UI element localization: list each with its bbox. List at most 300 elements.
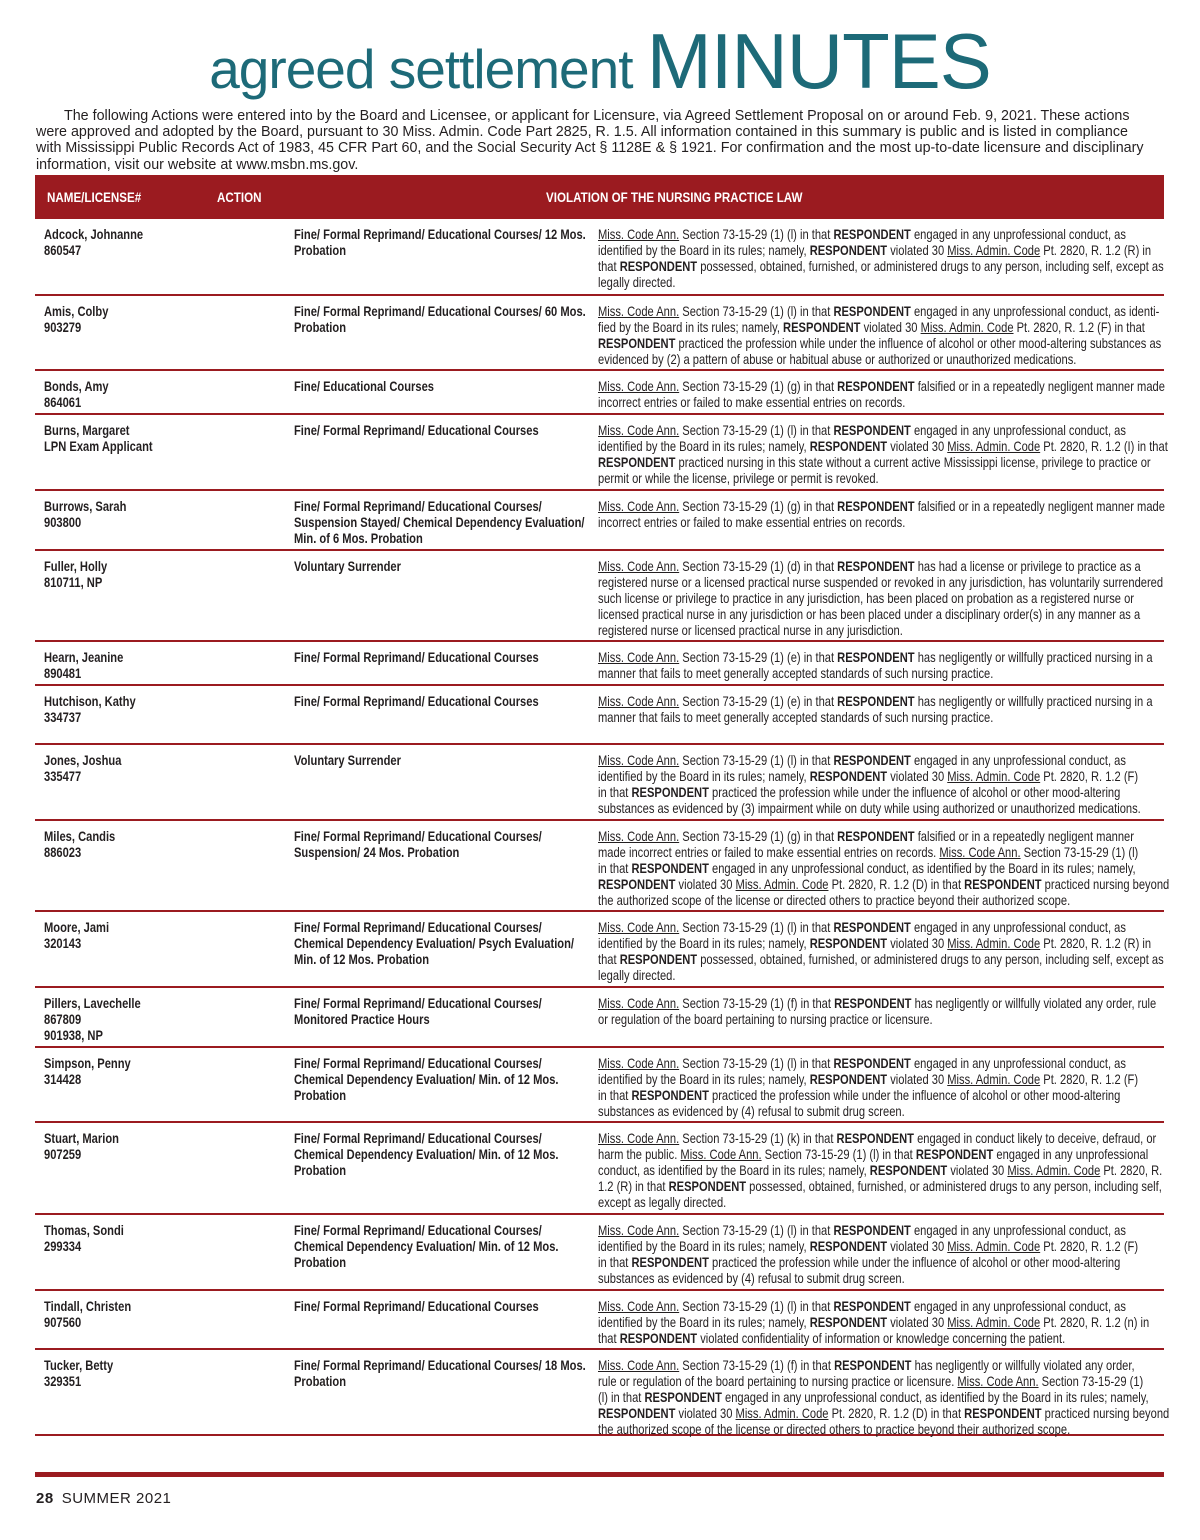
statute-reference: Miss. Code Ann. bbox=[598, 650, 680, 665]
violation-text: violated 30 bbox=[860, 320, 921, 335]
name-line: 334737 bbox=[44, 710, 82, 725]
violation-text: practiced nursing beyond bbox=[1041, 877, 1170, 892]
respondent-label: RESPONDENT bbox=[834, 1358, 912, 1373]
statute-reference: Miss. Admin. Code bbox=[947, 1315, 1041, 1330]
action-cell bbox=[294, 829, 585, 861]
action-line: Monitored Practice Hours bbox=[294, 1012, 430, 1027]
action-cell bbox=[294, 753, 585, 769]
violation-text: Section 73-15-29 (1) (e) in that bbox=[679, 650, 838, 665]
respondent-label: RESPONDENT bbox=[837, 650, 915, 665]
violation-line bbox=[598, 515, 1156, 531]
respondent-label: RESPONDENT bbox=[631, 1088, 709, 1103]
respondent-label: RESPONDENT bbox=[809, 769, 888, 784]
violation-text: practiced the profession while under the influence of alcohol or other mood-altering bbox=[708, 785, 1121, 800]
violation-text: Pt. 2820, R. 1.2 (F) in that bbox=[1013, 320, 1145, 335]
violation-text: Section 73-15-29 (1) (l) in that bbox=[679, 1223, 834, 1238]
violation-text: identified by the Board in its rules; namely, bbox=[598, 1315, 810, 1330]
title-light: agreed settlement bbox=[209, 38, 647, 100]
action-cell bbox=[294, 1299, 585, 1315]
violation-text: Pt. 2820, R. 1.2 (I) in that bbox=[1040, 439, 1168, 454]
violation-text: conduct, as identified by the Board in its rules; namely, bbox=[598, 1163, 870, 1178]
violation-text: substances as evidenced by (4) refusal to submit drug screen. bbox=[598, 1271, 905, 1286]
violation-text: engaged in any unprofessional bbox=[993, 1147, 1149, 1162]
respondent-label: RESPONDENT bbox=[809, 1315, 888, 1330]
violation-line bbox=[598, 623, 1156, 639]
violation-text: substances as evidenced by (4) refusal to submit drug screen. bbox=[598, 1104, 905, 1119]
violation-text: practiced nursing beyond bbox=[1041, 1406, 1170, 1421]
statute-reference: Miss. Admin. Code bbox=[947, 936, 1041, 951]
violation-text: identified by the Board in its rules; namely, bbox=[598, 1239, 810, 1254]
intro-line: were approved and adopted by the Board, pursuant to 30 Miss. Admin. Code Part 2825, R. 1.5. All information contained in this summary is public and is listed in compliance bbox=[36, 124, 1128, 141]
statute-reference: Miss. Code Ann. bbox=[598, 379, 680, 394]
violation-text: in that bbox=[598, 1255, 632, 1270]
action-line: Probation bbox=[294, 243, 347, 258]
statute-reference: Miss. Code Ann. bbox=[939, 845, 1021, 860]
violation-line bbox=[598, 1072, 1156, 1088]
name-line: 907259 bbox=[44, 1147, 82, 1162]
violation-text: in that bbox=[598, 1088, 632, 1103]
violation-cell bbox=[598, 1131, 1163, 1211]
violation-line bbox=[598, 243, 1156, 259]
name-line: Tucker, Betty bbox=[44, 1358, 114, 1373]
violation-line bbox=[598, 439, 1168, 455]
violation-text: Section 73-15-29 (1) (f) in that bbox=[679, 996, 835, 1011]
respondent-label: RESPONDENT bbox=[837, 559, 915, 574]
violation-line bbox=[598, 591, 1156, 607]
table-row bbox=[35, 1123, 1164, 1215]
violation-text: has had a license or privilege to practice as a bbox=[914, 559, 1141, 574]
violation-text: licensed practical nurse in any jurisdiction or has been placed under a disciplinary order(s) in any manner as a bbox=[598, 607, 1141, 622]
violation-line bbox=[598, 968, 1156, 984]
action-cell bbox=[294, 1131, 585, 1179]
violation-text: possessed, obtained, furnished, or administered drugs to any person, including self, bbox=[746, 1179, 1162, 1194]
violation-line bbox=[598, 1147, 1156, 1163]
violation-line bbox=[598, 575, 1164, 591]
action-cell bbox=[294, 423, 585, 439]
violation-text: legally directed. bbox=[598, 968, 676, 983]
action-line: Fine/ Formal Reprimand/ Educational Courses/ 18 Mos. bbox=[294, 1358, 586, 1373]
statute-reference: Miss. Admin. Code bbox=[920, 320, 1014, 335]
respondent-label: RESPONDENT bbox=[837, 499, 915, 514]
table-row bbox=[35, 642, 1164, 686]
violation-line bbox=[598, 710, 1156, 726]
violation-line bbox=[598, 1315, 1156, 1331]
violation-line bbox=[598, 1255, 1156, 1271]
action-cell bbox=[294, 694, 585, 710]
violation-text: engaged in conduct likely to deceive, defraud, or bbox=[913, 1131, 1157, 1146]
violation-cell bbox=[598, 753, 1156, 817]
violation-text: has negligently or willfully violated any order, rule bbox=[911, 996, 1157, 1011]
statute-reference: Miss. Admin. Code bbox=[735, 1406, 829, 1421]
respondent-label: RESPONDENT bbox=[598, 336, 676, 351]
violation-text: harm the public. bbox=[598, 1147, 681, 1162]
action-line: Probation bbox=[294, 320, 347, 335]
violation-line bbox=[598, 753, 1156, 769]
name-line: Hutchison, Kathy bbox=[44, 694, 136, 709]
violation-text: Section 73-15-29 (1) (l) in that bbox=[679, 920, 834, 935]
violation-cell bbox=[598, 1358, 1170, 1438]
table-row bbox=[35, 1215, 1164, 1291]
violation-line bbox=[598, 1012, 1156, 1028]
action-line: Chemical Dependency Evaluation/ Min. of 12 Mos. bbox=[294, 1147, 559, 1162]
violation-line bbox=[598, 1088, 1156, 1104]
violation-text: Section 73-15-29 (1) (l) in that bbox=[679, 227, 834, 242]
table-row bbox=[35, 1291, 1164, 1350]
violation-text: Section 73-15-29 (1) (k) in that bbox=[679, 1131, 837, 1146]
action-cell bbox=[294, 379, 585, 395]
violation-line bbox=[598, 1271, 1156, 1287]
statute-reference: Miss. Code Ann. bbox=[598, 559, 680, 574]
violation-text: engaged in any unprofessional conduct, as identified by the Board in its rules; namely, bbox=[708, 861, 1136, 876]
violation-text: violated 30 bbox=[675, 1406, 736, 1421]
name-license-cell bbox=[44, 304, 233, 336]
violation-text: that bbox=[598, 259, 620, 274]
violation-text: engaged in any unprofessional conduct, as identi- bbox=[910, 304, 1160, 319]
violation-cell bbox=[598, 996, 1156, 1028]
violation-line bbox=[598, 952, 1164, 968]
violation-text: Pt. 2820, R. 1.2 (D) in that bbox=[828, 1406, 965, 1421]
name-license-cell bbox=[44, 379, 233, 411]
violation-line bbox=[598, 1104, 1156, 1120]
name-line: 864061 bbox=[44, 395, 82, 410]
action-cell bbox=[294, 920, 585, 968]
action-cell bbox=[294, 1223, 585, 1271]
page-number: 28 bbox=[36, 1490, 54, 1507]
violation-line bbox=[598, 336, 1162, 352]
action-line: Fine/ Formal Reprimand/ Educational Courses bbox=[294, 423, 539, 438]
respondent-label: RESPONDENT bbox=[809, 243, 888, 258]
respondent-label: RESPONDENT bbox=[915, 1147, 994, 1162]
violation-text: engaged in any unprofessional conduct, as bbox=[910, 920, 1126, 935]
action-line: Suspension Stayed/ Chemical Dependency Evaluation/ bbox=[294, 515, 585, 530]
violation-line bbox=[598, 877, 1170, 893]
violation-text: that bbox=[598, 952, 620, 967]
name-line: Miles, Candis bbox=[44, 829, 116, 844]
violation-text: engaged in any unprofessional conduct, as bbox=[910, 1223, 1126, 1238]
violation-line bbox=[598, 379, 1165, 395]
table-row bbox=[35, 219, 1164, 296]
name-license-cell bbox=[44, 423, 233, 455]
violation-text: that bbox=[598, 1331, 620, 1346]
name-line: 335477 bbox=[44, 769, 82, 784]
table-row bbox=[35, 415, 1168, 491]
name-license-cell bbox=[44, 559, 233, 591]
violation-line bbox=[598, 320, 1156, 336]
violation-text: made incorrect entries or failed to make essential entries on records. bbox=[598, 845, 940, 860]
intro-paragraph bbox=[36, 108, 1164, 173]
respondent-label: RESPONDENT bbox=[668, 1179, 747, 1194]
violation-text: Section 73-15-29 (1) (l) in that bbox=[679, 753, 834, 768]
violation-text: fied by the Board in its rules; namely, bbox=[598, 320, 784, 335]
respondent-label: RESPONDENT bbox=[631, 1255, 709, 1270]
violation-cell bbox=[598, 1299, 1156, 1347]
violation-line bbox=[598, 423, 1156, 439]
violation-text: registered nurse or a licensed practical nurse suspended or revoked in any jurisdiction, has voluntarily surrendered bbox=[598, 575, 1164, 590]
statute-reference: Miss. Admin. Code bbox=[947, 769, 1041, 784]
violation-text: the authorized scope of the license or directed others to practice beyond their authorized scope. bbox=[598, 1422, 1071, 1437]
name-line: Burns, Margaret bbox=[44, 423, 130, 438]
action-cell bbox=[294, 499, 585, 547]
respondent-label: RESPONDENT bbox=[964, 1406, 1042, 1421]
violation-line bbox=[598, 920, 1156, 936]
violation-cell bbox=[598, 829, 1170, 909]
respondent-label: RESPONDENT bbox=[619, 952, 698, 967]
statute-reference: Miss. Code Ann. bbox=[598, 423, 680, 438]
table-row bbox=[35, 912, 1164, 988]
statute-reference: Miss. Code Ann. bbox=[598, 1299, 680, 1314]
violation-line bbox=[598, 1331, 1156, 1347]
respondent-label: RESPONDENT bbox=[837, 829, 915, 844]
violation-cell bbox=[598, 559, 1164, 639]
issue-label: SUMMER 2021 bbox=[61, 1490, 172, 1507]
respondent-label: RESPONDENT bbox=[833, 227, 911, 242]
violation-text: or regulation of the board pertaining to nursing practice or licensure. bbox=[598, 1012, 933, 1027]
violation-text: 1.2 (R) in that bbox=[598, 1179, 669, 1194]
respondent-label: RESPONDENT bbox=[809, 439, 888, 454]
respondent-label: RESPONDENT bbox=[619, 1331, 698, 1346]
violation-text: falsified or in a repeatedly negligent manner made bbox=[914, 379, 1165, 394]
action-line: Fine/ Formal Reprimand/ Educational Courses bbox=[294, 650, 539, 665]
violation-line bbox=[598, 1223, 1156, 1239]
page-footer bbox=[36, 1490, 171, 1507]
table-row bbox=[35, 296, 1164, 371]
statute-reference: Miss. Code Ann. bbox=[680, 1147, 762, 1162]
statute-reference: Miss. Code Ann. bbox=[598, 499, 680, 514]
violation-text: incorrect entries or failed to make essential entries on records. bbox=[598, 395, 906, 410]
action-line: Fine/ Formal Reprimand/ Educational Courses/ bbox=[294, 1223, 542, 1238]
action-line: Voluntary Surrender bbox=[294, 753, 401, 768]
violation-text: has negligently or willfully practiced nursing in a bbox=[914, 694, 1153, 709]
name-line: Adcock, Johnanne bbox=[44, 227, 144, 242]
respondent-label: RESPONDENT bbox=[833, 920, 911, 935]
violation-text: Section 73-15-29 (1) (l) in that bbox=[679, 423, 834, 438]
violation-text: except as legally directed. bbox=[598, 1195, 727, 1210]
violation-line bbox=[598, 1299, 1156, 1315]
statute-reference: Miss. Admin. Code bbox=[1007, 1163, 1101, 1178]
violation-line bbox=[598, 936, 1156, 952]
violation-text: evidenced by (2) a pattern of abuse or habitual abuse or authorized or unauthorized medications. bbox=[598, 352, 1077, 367]
respondent-label: RESPONDENT bbox=[964, 877, 1042, 892]
action-line: Voluntary Surrender bbox=[294, 559, 401, 574]
name-license-cell bbox=[44, 227, 233, 259]
violation-text: (l) in that bbox=[598, 1390, 645, 1405]
name-license-cell bbox=[44, 1056, 233, 1088]
action-line: Probation bbox=[294, 1088, 347, 1103]
violation-text: engaged in any unprofessional conduct, as bbox=[910, 753, 1126, 768]
table-row bbox=[35, 745, 1164, 821]
violation-line bbox=[598, 1374, 1156, 1390]
violation-cell bbox=[598, 1056, 1156, 1120]
table-row bbox=[35, 551, 1164, 642]
action-line: Min. of 6 Mos. Probation bbox=[294, 531, 423, 546]
action-cell bbox=[294, 559, 585, 575]
violation-line bbox=[598, 801, 1156, 817]
name-license-cell bbox=[44, 1358, 233, 1390]
name-line: Pillers, Lavechelle bbox=[44, 996, 141, 1011]
name-line: Burrows, Sarah bbox=[44, 499, 127, 514]
violation-text: practiced nursing in this state without a current active Mississippi license, privilege to practice or bbox=[675, 455, 1151, 470]
violation-text: violated 30 bbox=[887, 1239, 948, 1254]
statute-reference: Miss. Admin. Code bbox=[735, 877, 829, 892]
violation-cell bbox=[598, 694, 1156, 726]
violation-cell bbox=[598, 423, 1168, 487]
action-line: Fine/ Formal Reprimand/ Educational Courses/ bbox=[294, 499, 542, 514]
action-cell bbox=[294, 227, 585, 259]
name-license-cell bbox=[44, 694, 233, 726]
violation-text: registered nurse or licensed practical nurse in any jurisdiction. bbox=[598, 623, 903, 638]
violation-line bbox=[598, 1056, 1156, 1072]
violation-cell bbox=[598, 499, 1165, 531]
violation-line bbox=[598, 607, 1156, 623]
violation-text: Section 73-15-29 (1) (l) in that bbox=[679, 1299, 834, 1314]
violation-text: Pt. 2820, R. 1.2 (F) bbox=[1040, 769, 1139, 784]
violation-text: engaged in any unprofessional conduct, as bbox=[910, 227, 1126, 242]
violation-text: Pt. 2820, R. 1.2 (D) in that bbox=[828, 877, 965, 892]
violation-text: violated 30 bbox=[675, 877, 736, 892]
table-row bbox=[35, 686, 1164, 745]
statute-reference: Miss. Code Ann. bbox=[598, 1056, 680, 1071]
action-line: Chemical Dependency Evaluation/ Psych Evaluation/ bbox=[294, 936, 575, 951]
name-line: Thomas, Sondi bbox=[44, 1223, 124, 1238]
action-cell bbox=[294, 650, 585, 666]
statute-reference: Miss. Admin. Code bbox=[947, 1072, 1041, 1087]
violation-line bbox=[598, 1179, 1162, 1195]
action-line: Fine/ Formal Reprimand/ Educational Courses/ bbox=[294, 996, 542, 1011]
name-line: Moore, Jami bbox=[44, 920, 110, 935]
violation-text: Section 73-15-29 (1) (l) in that bbox=[761, 1147, 916, 1162]
violation-text: Pt. 2820, R. 1.2 (R) in bbox=[1040, 243, 1152, 258]
respondent-label: RESPONDENT bbox=[809, 1072, 888, 1087]
name-line: Fuller, Holly bbox=[44, 559, 108, 574]
violation-text: Section 73-15-29 (1) (g) in that bbox=[679, 379, 838, 394]
violation-text: falsified or in a repeatedly negligent manner bbox=[914, 829, 1134, 844]
violation-text: violated 30 bbox=[947, 1163, 1008, 1178]
name-license-cell bbox=[44, 920, 233, 952]
violation-text: substances as evidenced by (3) impairment while on duty while using authorized or unauthorized medications. bbox=[598, 801, 1141, 816]
respondent-label: RESPONDENT bbox=[619, 259, 698, 274]
statute-reference: Miss. Code Ann. bbox=[598, 829, 680, 844]
violation-text: falsified or in a repeatedly negligent manner made bbox=[914, 499, 1165, 514]
respondent-label: RESPONDENT bbox=[631, 861, 709, 876]
name-line: 907560 bbox=[44, 1315, 82, 1330]
statute-reference: Miss. Code Ann. bbox=[598, 694, 680, 709]
name-line: LPN Exam Applicant bbox=[44, 439, 153, 454]
name-line: 314428 bbox=[44, 1072, 82, 1087]
violation-line bbox=[598, 352, 1156, 368]
header-name: NAME/LICENSE# bbox=[47, 190, 142, 205]
violation-text: engaged in any unprofessional conduct, as bbox=[910, 1056, 1126, 1071]
violation-text: Section 73-15-29 (1) (d) in that bbox=[679, 559, 838, 574]
violation-text: Section 73-15-29 (1) (l) in that bbox=[679, 1056, 834, 1071]
respondent-label: RESPONDENT bbox=[869, 1163, 948, 1178]
violation-line bbox=[598, 395, 1156, 411]
violation-text: Pt. 2820, R. 1.2 (F) bbox=[1040, 1072, 1139, 1087]
name-line: Hearn, Jeanine bbox=[44, 650, 124, 665]
violation-line bbox=[598, 861, 1156, 877]
violation-line bbox=[598, 785, 1156, 801]
action-line: Fine/ Formal Reprimand/ Educational Courses bbox=[294, 1299, 539, 1314]
action-cell bbox=[294, 996, 585, 1028]
name-line: 299334 bbox=[44, 1239, 82, 1254]
statute-reference: Miss. Code Ann. bbox=[957, 1374, 1039, 1389]
respondent-label: RESPONDENT bbox=[837, 379, 915, 394]
respondent-label: RESPONDENT bbox=[598, 1406, 676, 1421]
violation-text: violated 30 bbox=[887, 439, 948, 454]
violation-text: has negligently or willfully violated any order, bbox=[911, 1358, 1135, 1373]
violation-text: engaged in any unprofessional conduct, as identified by the Board in its rules; namely, bbox=[721, 1390, 1149, 1405]
name-license-cell bbox=[44, 829, 233, 861]
name-line: Tindall, Christen bbox=[44, 1299, 132, 1314]
violation-line bbox=[598, 1390, 1156, 1406]
violation-text: identified by the Board in its rules; namely, bbox=[598, 243, 810, 258]
name-license-cell bbox=[44, 499, 233, 531]
violation-text: Section 73-15-29 (1) (g) in that bbox=[679, 829, 838, 844]
name-line: 810711, NP bbox=[44, 575, 103, 590]
statute-reference: Miss. Code Ann. bbox=[598, 1131, 680, 1146]
statute-reference: Miss. Admin. Code bbox=[947, 243, 1041, 258]
violation-line bbox=[598, 559, 1156, 575]
violation-text: incorrect entries or failed to make essential entries on records. bbox=[598, 515, 906, 530]
name-line: 860547 bbox=[44, 243, 82, 258]
name-license-cell bbox=[44, 996, 233, 1044]
statute-reference: Miss. Code Ann. bbox=[598, 1358, 680, 1373]
respondent-label: RESPONDENT bbox=[837, 694, 915, 709]
violation-text: violated confidentiality of information or knowledge concerning the patient. bbox=[697, 1331, 1066, 1346]
name-line: 903279 bbox=[44, 320, 82, 335]
respondent-label: RESPONDENT bbox=[809, 936, 888, 951]
violation-text: Section 73-15-29 (1) (l) in that bbox=[679, 304, 834, 319]
action-line: Probation bbox=[294, 1163, 347, 1178]
name-line: 329351 bbox=[44, 1374, 82, 1389]
violation-line bbox=[598, 455, 1156, 471]
violation-line bbox=[598, 996, 1156, 1012]
violation-line bbox=[598, 1239, 1156, 1255]
respondent-label: RESPONDENT bbox=[598, 455, 676, 470]
violation-text: Pt. 2820, R. 1.2 (F) bbox=[1040, 1239, 1139, 1254]
respondent-label: RESPONDENT bbox=[631, 785, 709, 800]
respondent-label: RESPONDENT bbox=[644, 1390, 722, 1405]
violation-text: in that bbox=[598, 861, 632, 876]
violation-line bbox=[598, 1195, 1156, 1211]
violation-line bbox=[598, 1422, 1156, 1438]
violation-text: Pt. 2820, R. 1.2 (R) in bbox=[1040, 936, 1152, 951]
violation-text: manner that fails to meet generally accepted standards of such nursing practice. bbox=[598, 710, 994, 725]
statute-reference: Miss. Code Ann. bbox=[598, 920, 680, 935]
title-big: MINUTES bbox=[646, 17, 991, 105]
name-line: 320143 bbox=[44, 936, 82, 951]
violation-text: the authorized scope of the license or directed others to practice beyond their authorized scope. bbox=[598, 893, 1071, 908]
violation-text: engaged in any unprofessional conduct, as bbox=[910, 1299, 1126, 1314]
violation-text: such license or privilege to practice in any jurisdiction, has been placed on probation as a registered nurse or bbox=[598, 591, 1134, 606]
violation-line bbox=[598, 845, 1156, 861]
respondent-label: RESPONDENT bbox=[598, 877, 676, 892]
name-line: Bonds, Amy bbox=[44, 379, 109, 394]
action-line: Min. of 12 Mos. Probation bbox=[294, 952, 430, 967]
action-line: Chemical Dependency Evaluation/ Min. of 12 Mos. bbox=[294, 1072, 559, 1087]
name-line: 890481 bbox=[44, 666, 82, 681]
violation-line bbox=[598, 650, 1156, 666]
statute-reference: Miss. Code Ann. bbox=[598, 1223, 680, 1238]
name-license-cell bbox=[44, 1299, 233, 1331]
violation-cell bbox=[598, 379, 1165, 411]
action-cell bbox=[294, 304, 585, 336]
settlement-table bbox=[35, 219, 1170, 1437]
violation-line bbox=[598, 893, 1156, 909]
violation-line bbox=[598, 1358, 1156, 1374]
violation-cell bbox=[598, 227, 1164, 291]
violation-text: in that bbox=[598, 785, 632, 800]
table-row bbox=[35, 1048, 1164, 1123]
